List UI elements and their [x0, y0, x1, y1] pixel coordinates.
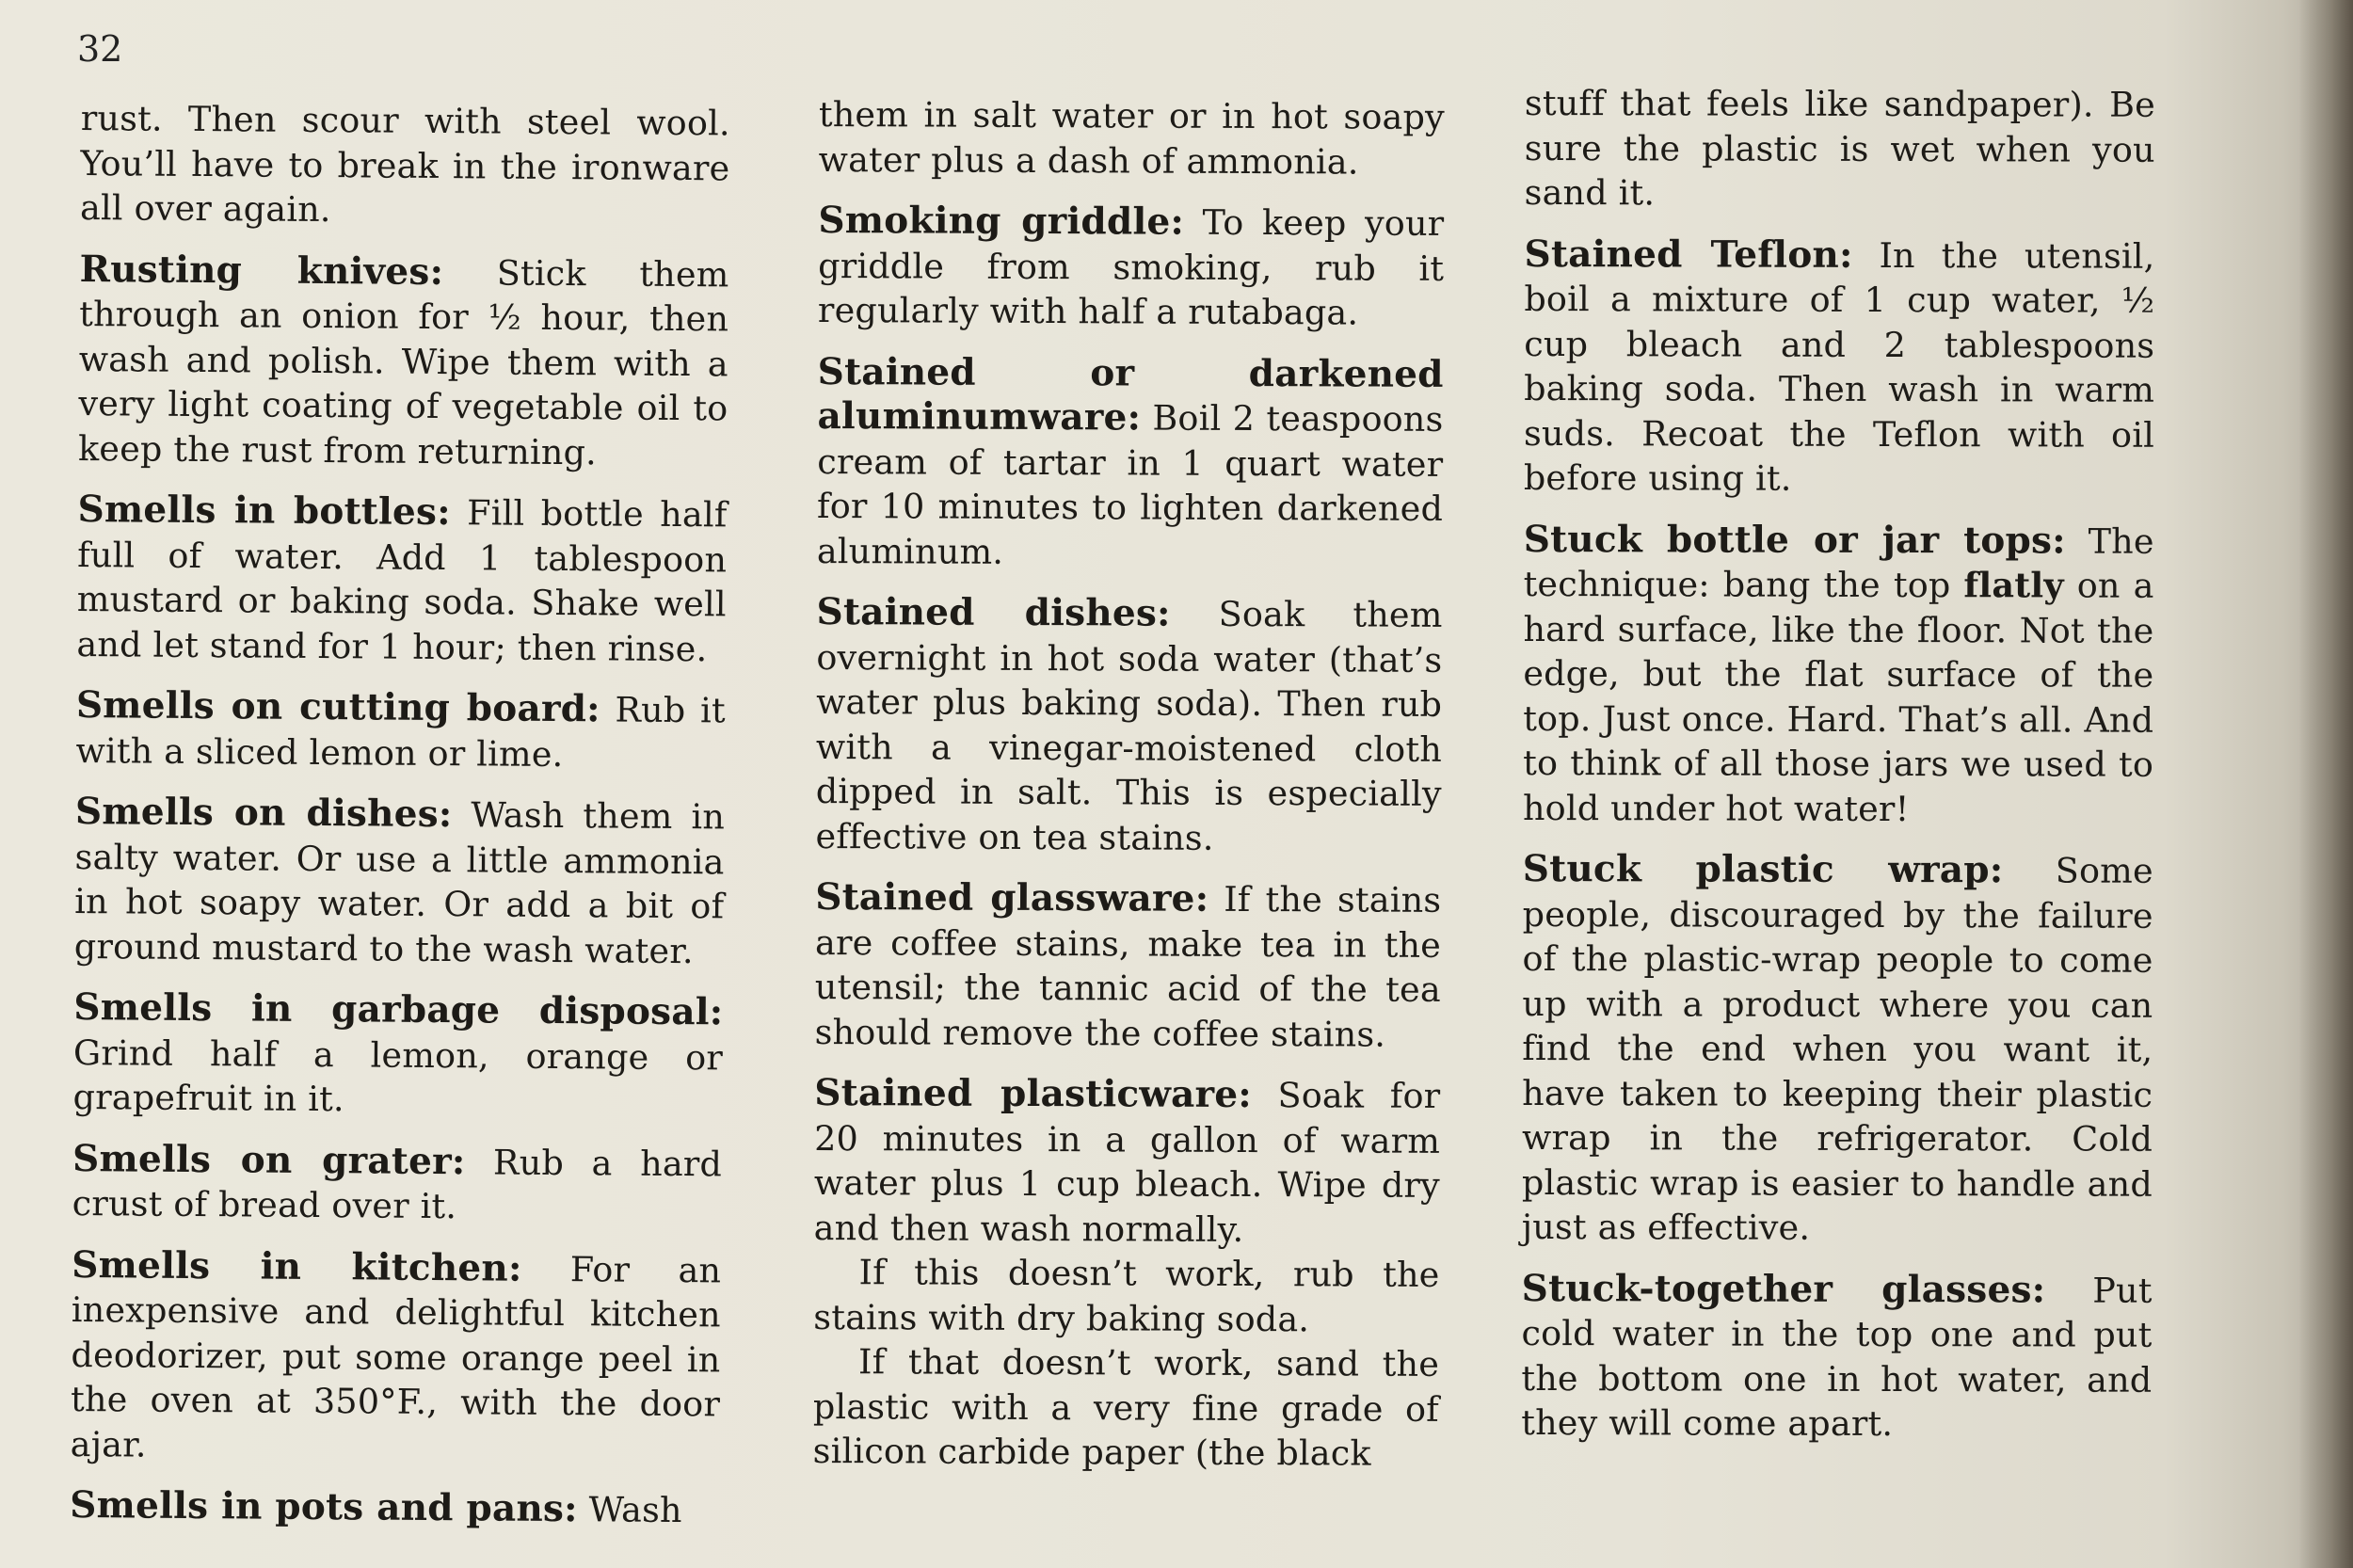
entry-smoking-griddle	[818, 199, 1445, 335]
entry-smells-in-garbage-disposal	[72, 985, 723, 1125]
entry-text: Wash them in salty water. Or use a little ammonia in hot soapy water. Or add a bit of ground mustard to the wash water.	[73, 794, 726, 971]
entry-stained-aluminumware	[817, 349, 1444, 575]
entry-text: Put cold water in the top one and put the bottom one in hot water, and they will come apart.	[1521, 1269, 2153, 1445]
entry-term: Smells on grater:	[72, 1136, 466, 1183]
entry-text: rust. Then scour with steel wool. You’ll have to break in the ironware all over again.	[79, 97, 730, 231]
entry-smells-in-pots-and-pans	[70, 1483, 719, 1533]
entry-term: Rusting knives:	[79, 247, 444, 294]
column-1	[70, 96, 730, 1550]
entry-stuck-together-glasses	[1521, 1266, 2152, 1447]
entry-text: In the utensil, boil a mixture of 1 cup water, ½ cup bleach and 2 tablespoons baking soda. Then wash in warm suds. Recoat the Teflon with oil before using it.	[1523, 234, 2155, 499]
page-number: 32	[77, 28, 123, 70]
column-3	[1521, 81, 2155, 1464]
book-spine-shadow	[2298, 0, 2353, 1568]
entry-text: Wash	[577, 1489, 682, 1531]
entry-term: Smoking griddle:	[818, 198, 1185, 244]
entry-paragraph: If that doesn’t work, sand the plastic with a very fine grade of silicon carbide paper (the black	[812, 1341, 1440, 1474]
entry-term: Stuck bottle or jar tops:	[1523, 517, 2066, 563]
entry-text: Stick them through an onion for ½ hour, then wash and polish. Wipe them with a very light coating of vegetable oil to keep the rust from returning.	[77, 251, 729, 472]
entry-stuck-bottle-or-jar-tops	[1523, 517, 2154, 831]
entry-stained-plasticware	[813, 1071, 1441, 1476]
continued-text	[1525, 81, 2155, 216]
entry-text: stuff that feels like sandpaper). Be sure the plastic is wet when you sand it.	[1524, 82, 2155, 214]
entry-term: Stained glassware:	[815, 874, 1209, 920]
entry-paragraph: If this doesn’t work, rub the stains with dry baking soda.	[813, 1252, 1440, 1339]
entry-text: Boil 2 teaspoons cream of tartar in 1 quart water for 10 minutes to lighten darkened aluminum.	[816, 397, 1444, 572]
entry-text: Rub a hard crust of bread over it.	[72, 1141, 723, 1227]
entry-term: Stuck plastic wrap:	[1522, 846, 2004, 892]
entry-rusting-knives	[78, 247, 729, 475]
entry-smells-on-cutting-board	[75, 683, 726, 777]
entry-smells-in-bottles	[76, 488, 727, 671]
continued-text	[80, 96, 730, 235]
entry-text: Grind half a lemon, orange or grapefruit in it.	[72, 1032, 724, 1120]
entry-text: If the stains are coffee stains, make tea in the utensil; the tannic acid of the tea should remove the coffee stains.	[814, 878, 1442, 1055]
entry-text: them in salt water or in hot soapy water plus a dash of ammonia.	[818, 93, 1445, 183]
column-2	[813, 92, 1445, 1493]
entry-term: Stained Teflon:	[1524, 232, 1853, 277]
entry-text: Rub it with a sliced lemon or lime.	[75, 689, 727, 775]
entry-smells-on-grater	[72, 1136, 723, 1230]
entry-text: The technique: bang the top	[1523, 520, 2154, 606]
entry-smells-in-kitchen	[71, 1242, 722, 1471]
entry-term: Stained dishes:	[816, 589, 1171, 635]
entry-stained-glassware	[815, 875, 1442, 1057]
entry-text: Soak for 20 minutes in a gallon of warm water plus 1 cup bleach. Wipe dry and then wash normally.	[813, 1075, 1441, 1250]
entry-term: Smells in garbage disposal:	[73, 984, 724, 1034]
entry-term: Smells in bottles:	[77, 487, 451, 535]
entry-text: on a hard surface, like the floor. Not the edge, but the flat surface of the top. Just once. Hard. That’s all. And to think of all those jars we used to hold under hot water!	[1522, 565, 2154, 829]
continued-text	[819, 92, 1445, 184]
entry-text: For an inexpensive and delightful kitchen deodorizer, put some orange peel in the oven at 350°F., with the door ajar.	[70, 1248, 722, 1465]
entry-text: Some people, discouraged by the failure of the plastic-wrap people to come up with a product where you can find the end when you want it, have taken to keeping their plastic wrap in the refrigerator. Cold plastic wrap is easier to handle and just as effective.	[1521, 850, 2153, 1248]
entry-text: To keep your griddle from smoking, rub it regularly with half a rutabaga.	[817, 201, 1445, 333]
entry-term: Smells on cutting board:	[75, 682, 600, 731]
entry-term: Smells on dishes:	[74, 789, 453, 837]
entry-term: Smells in pots and pans:	[70, 1482, 578, 1531]
entry-term: Smells in kitchen:	[72, 1242, 522, 1290]
entry-term: Stained or darkened aluminumware:	[817, 349, 1444, 440]
entry-stained-dishes	[815, 590, 1442, 861]
entry-term: Stuck-together glasses:	[1521, 1266, 2046, 1311]
entry-text: Soak them overnight in hot soda water (that’s water plus baking soda). Then rub with a vinegar-moistened cloth dipped in salt. This is especially effective on tea stains.	[815, 593, 1443, 858]
entry-text: Fill bottle half full of water. Add 1 tablespoon mustard or baking soda. Shake well and let stand for 1 hour; then rinse.	[76, 492, 728, 669]
entry-term: Stained plasticware:	[814, 1070, 1253, 1117]
entry-smells-on-dishes	[74, 790, 725, 973]
entry-stained-teflon	[1524, 232, 2155, 502]
entry-stuck-plastic-wrap	[1522, 847, 2153, 1251]
emphasis-text: flatly	[1963, 565, 2064, 606]
